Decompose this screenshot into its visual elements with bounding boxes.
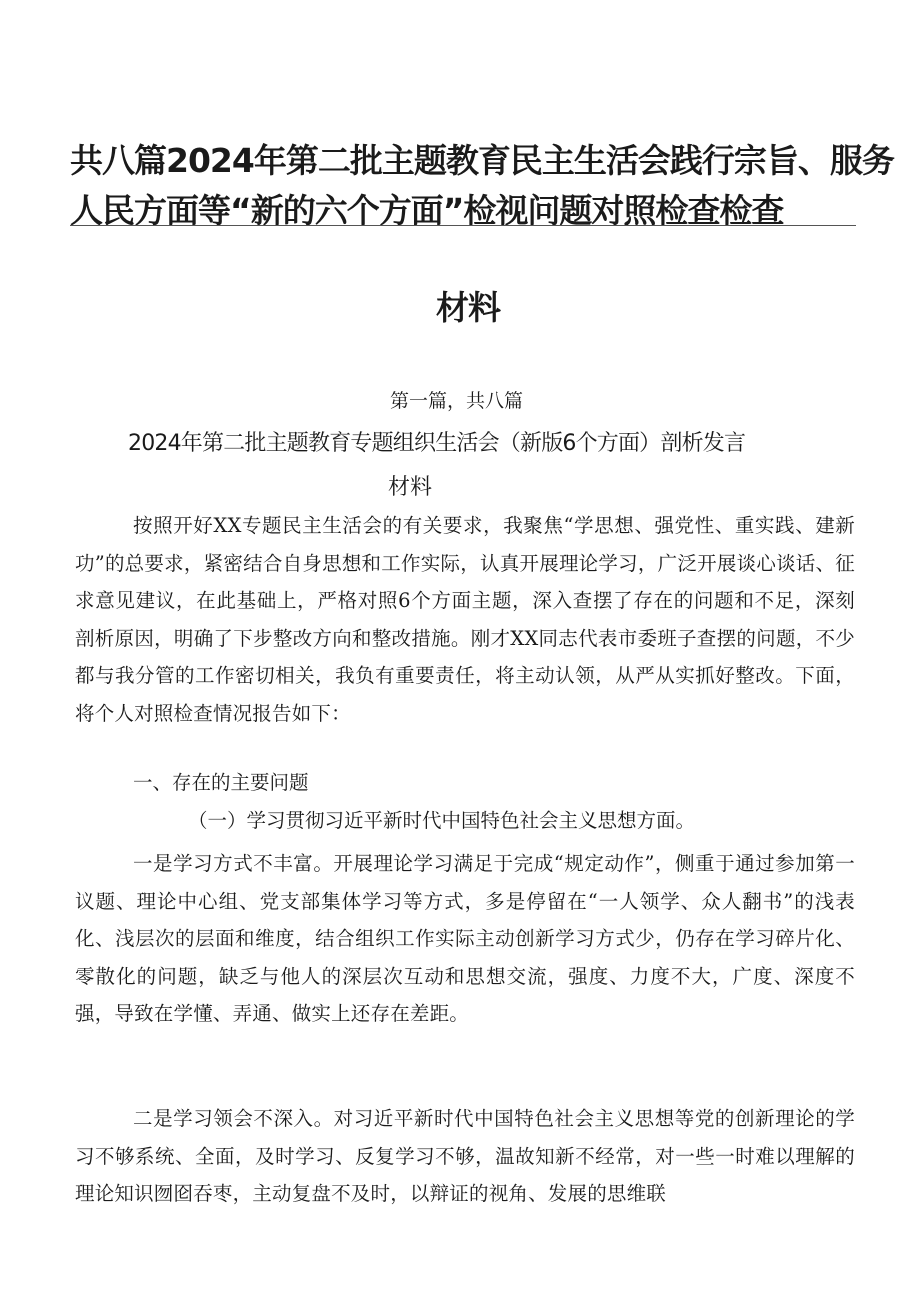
part-label: 第一篇，共八篇 xyxy=(390,390,524,412)
title-underline xyxy=(70,225,856,226)
document-title-line-2: 人民方面等“新的六个方面”检视问题对照检查检查 xyxy=(70,191,784,230)
document-title-line-3: 材料 xyxy=(436,288,500,327)
section-title-line-1: 2024年第二批主题教育专题组织生活会（新版6个方面）剖析发言 xyxy=(128,431,746,456)
document-title-line-1: 共八篇2024年第二批主题教育民主生活会践行宗旨、服务 xyxy=(70,141,894,180)
paragraph-study-understanding: 二是学习领会不深入。对习近平新时代中国特色社会主义思想等党的创新理论的学习不够系统、全面，及时学习、反复学习不够，温故知新不经常，对一些一时难以理解的理论知识囫囵吞枣，主动复盘不及时，以辩证的视角、发展的思维联 xyxy=(75,1107,855,1205)
paragraph-study-method: 一是学习方式不丰富。开展理论学习满足于完成“规定动作”，侧重于通过参加第一议题、理论中心组、党支部集体学习等方式，多是停留在“一人领学、众人翻书”的浅表化、浅层次的层面和维度，结合组织工作实际主动创新学习方式少，仍存在学习碎片化、零散化的问题，缺乏与他人的深层次互动和思想交流，强度、力度不大，广度、深度不强，导致在学懂、弄通、做实上还存在差距。 xyxy=(75,852,855,1025)
heading-existing-problems: 一、存在的主要问题 xyxy=(133,771,309,794)
intro-paragraph: 按照开好XX专题民主生活会的有关要求，我聚焦“学思想、强党性、重实践、建新功”的总要求，紧密结合自身思想和工作实际，认真开展理论学习，广泛开展谈心谈话、征求意见建议，在此基础上，严格对照6个方面主题，深入查摆了存在的问题和不足，深刻剖析原因，明确了下步整改方向和整改措施。刚才XX同志代表市委班子查摆的问题，不少都与我分管的工作密切相关，我负有重要责任，将主动认领，从严从实抓好整改。下面，将个人对照检查情况报告如下： xyxy=(75,514,855,725)
section-title-line-2: 材料 xyxy=(388,475,433,500)
subheading-study-section: （一）学习贯彻习近平新时代中国特色社会主义思想方面。 xyxy=(188,809,696,832)
